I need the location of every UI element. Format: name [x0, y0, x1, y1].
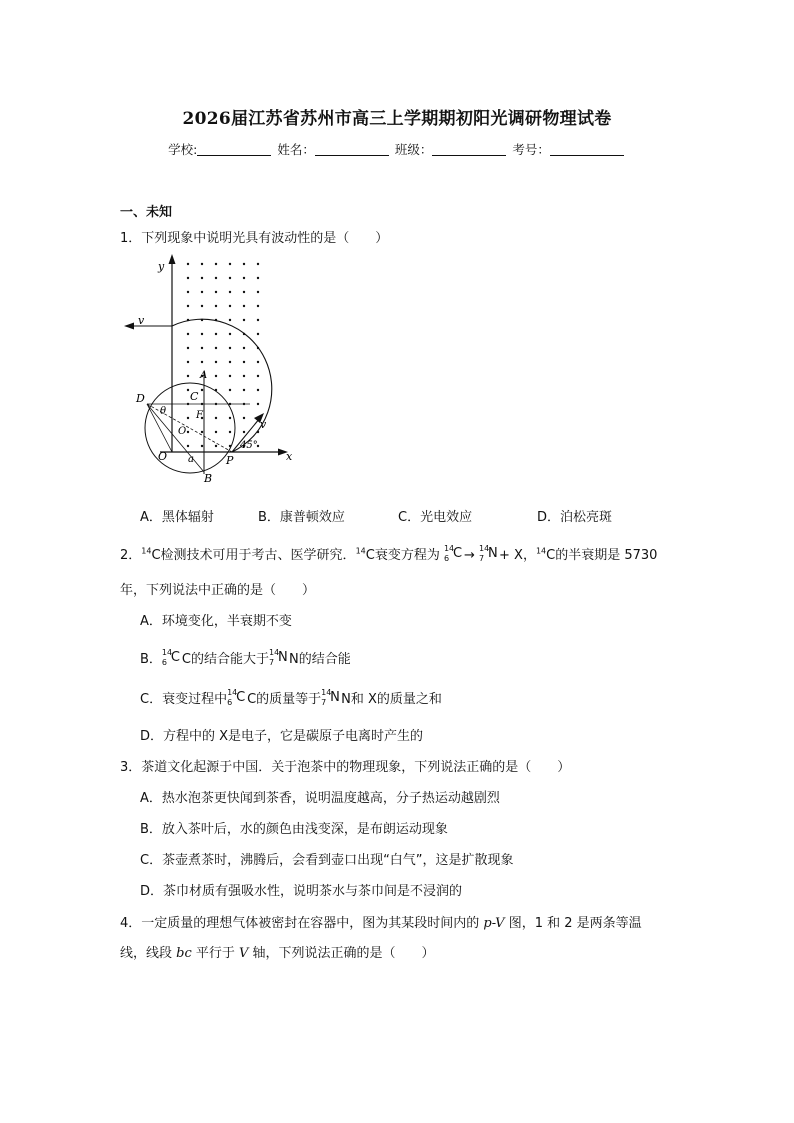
field-dot: [201, 333, 203, 335]
field-dot: [243, 389, 245, 391]
label-a: a: [188, 454, 194, 465]
name-blank[interactable]: [315, 143, 389, 156]
field-dot: [215, 431, 217, 433]
q2-eq-arrow: →: [463, 548, 475, 563]
exam-no-blank[interactable]: [550, 143, 624, 156]
q4-stem-line1: 4．一定质量的理想气体被密封在容器中，图为其某段时间内的 p-V 图，1 和 2 是两条等温: [120, 916, 642, 931]
field-dot: [187, 389, 189, 391]
field-dot: [215, 347, 217, 349]
field-dot: [215, 305, 217, 307]
q1-figure: [120, 252, 300, 487]
field-dot: [215, 417, 217, 419]
field-dot: [229, 375, 231, 377]
field-dot: [215, 263, 217, 265]
q3-option-d[interactable]: D．茶巾材质有强吸水性，说明茶水与茶巾间是不浸润的: [140, 884, 463, 899]
field-dot: [229, 277, 231, 279]
field-dot: [229, 417, 231, 419]
name-label: 姓名：: [277, 142, 315, 157]
label-theta: θ: [160, 406, 167, 417]
field-dot: [187, 277, 189, 279]
label-D: D: [136, 392, 145, 405]
field-dot: [201, 347, 203, 349]
field-dot: [257, 389, 259, 391]
class-blank[interactable]: [432, 143, 506, 156]
field-dot: [201, 445, 203, 447]
q3-stem: 3．茶道文化起源于中国．关于泡茶中的物理现象，下列说法正确的是（ ）: [120, 760, 571, 775]
field-dot: [215, 361, 217, 363]
q2-eq-carbon: 14 6 C: [443, 544, 463, 563]
field-dot: [229, 319, 231, 321]
field-dot: [257, 403, 259, 405]
field-dot: [257, 361, 259, 363]
field-dot: [229, 305, 231, 307]
label-v-left: v: [138, 314, 145, 327]
field-dot: [243, 305, 245, 307]
y-axis-arrow: [169, 254, 176, 264]
field-dot: [201, 263, 203, 265]
q2-c14-mass-3: 14: [535, 546, 547, 556]
field-dot: [229, 347, 231, 349]
field-dot: [215, 277, 217, 279]
q2-eq-plus-x: + X，: [499, 548, 536, 563]
field-dot: [229, 361, 231, 363]
exam-title: 2026届江苏省苏州市高三上学期期初阳光调研物理试卷: [182, 109, 612, 129]
field-dot: [201, 305, 203, 307]
section-heading: 一、未知: [120, 205, 173, 220]
q2-stem-text-b: C衰变方程为: [365, 548, 440, 563]
label-v-right: v: [260, 418, 267, 431]
field-dot: [243, 431, 245, 433]
q3-option-b[interactable]: B．放入茶叶后，水的颜色由浅变深，是布朗运动现象: [140, 822, 448, 837]
q2-stem-text-c: C的半衰期是 5730: [546, 548, 658, 563]
field-dot: [229, 291, 231, 293]
label-P: P: [226, 454, 234, 467]
label-y: y: [158, 260, 165, 273]
field-dot: [243, 263, 245, 265]
field-dot: [243, 277, 245, 279]
school-label: 学校:: [168, 142, 198, 157]
q2-number: 2．: [120, 548, 142, 563]
field-dot: [201, 291, 203, 293]
q2-eq-nitrogen: 14 7 N: [479, 544, 498, 563]
field-dot: [257, 263, 259, 265]
exam-no-label: 考号：: [512, 142, 550, 157]
q2-option-d[interactable]: D．方程中的 X是电子，它是碳原子电离时产生的: [140, 729, 424, 744]
field-dot: [257, 305, 259, 307]
q4-pv: p-V: [483, 916, 505, 931]
field-dot: [229, 431, 231, 433]
q2-option-b[interactable]: B． 14 6 C C的结合能大于 14 7 N N的结合能: [140, 648, 351, 667]
q2-stem-line2: 年，下列说法中正确的是（ ）: [120, 583, 316, 598]
field-dot: [201, 277, 203, 279]
label-C: C: [190, 390, 199, 403]
label-O-small: O: [178, 426, 187, 437]
q1-option-a[interactable]: A．黑体辐射: [140, 510, 214, 525]
field-dot: [187, 291, 189, 293]
student-info-line: [0, 140, 794, 158]
label-x: x: [286, 450, 293, 463]
field-dot: [201, 431, 203, 433]
q1-stem: 1．下列现象中说明光具有波动性的是（ ）: [120, 231, 389, 246]
q4-bc: bc: [176, 946, 192, 961]
field-dot: [229, 333, 231, 335]
q1-option-b[interactable]: B．康普顿效应: [258, 510, 345, 525]
field-dot: [243, 347, 245, 349]
field-dot: [215, 333, 217, 335]
field-dot: [243, 291, 245, 293]
v-left-arrow: [124, 323, 134, 330]
field-dot: [243, 361, 245, 363]
label-A: A: [200, 370, 208, 381]
field-dot: [257, 319, 259, 321]
q2-option-c[interactable]: C．衰变过程中 14 6 C C的质量等于 14 7 N N和 X的质量之和: [140, 688, 442, 707]
field-dot: [257, 333, 259, 335]
q2-c14-mass: 14: [141, 546, 152, 556]
q1-option-c[interactable]: C．光电效应: [398, 510, 473, 525]
label-O: O: [158, 450, 168, 463]
field-dot: [215, 445, 217, 447]
field-dot: [187, 375, 189, 377]
class-label: 班级：: [394, 142, 433, 157]
field-dot: [257, 291, 259, 293]
field-dot: [215, 291, 217, 293]
field-dot: [187, 263, 189, 265]
field-dot: [201, 389, 203, 391]
field-dot: [187, 431, 189, 433]
school-blank[interactable]: [197, 143, 271, 156]
q2-c14-symbol: C: [151, 548, 161, 563]
field-dot: [229, 263, 231, 265]
label-angle: 45°: [240, 440, 258, 451]
label-F: F: [196, 410, 203, 421]
field-dot: [243, 319, 245, 321]
q1-option-d[interactable]: D．泊松亮斑: [537, 510, 613, 525]
q3-option-a[interactable]: A．热水泡茶更快闻到茶香，说明温度越高，分子热运动越剧烈: [140, 791, 500, 806]
q2-stem-line1: [120, 546, 657, 564]
field-dot: [243, 417, 245, 419]
field-dot: [187, 361, 189, 363]
label-B: B: [204, 472, 213, 485]
q4-stem-line2: 线，线段 bc 平行于 V 轴，下列说法正确的是（ ）: [120, 946, 435, 961]
field-dot: [187, 347, 189, 349]
field-dot: [229, 389, 231, 391]
field-dot: [187, 333, 189, 335]
field-dot: [215, 375, 217, 377]
q4-V: V: [239, 946, 249, 961]
field-dot: [187, 305, 189, 307]
q3-option-c[interactable]: C．茶壶煮茶时，沸腾后，会看到壶口出现“白气”，这是扩散现象: [140, 853, 514, 868]
field-dot: [243, 375, 245, 377]
field-dot: [257, 277, 259, 279]
q2-c14-mass-2: 14: [355, 546, 366, 556]
field-dot: [201, 361, 203, 363]
q2-option-a[interactable]: A．环境变化，半衰期不变: [140, 614, 292, 629]
q2-stem-text-a: 检测技术可用于考古、医学研究．: [160, 548, 356, 563]
field-dot: [187, 445, 189, 447]
field-dot: [257, 375, 259, 377]
field-dot: [187, 417, 189, 419]
